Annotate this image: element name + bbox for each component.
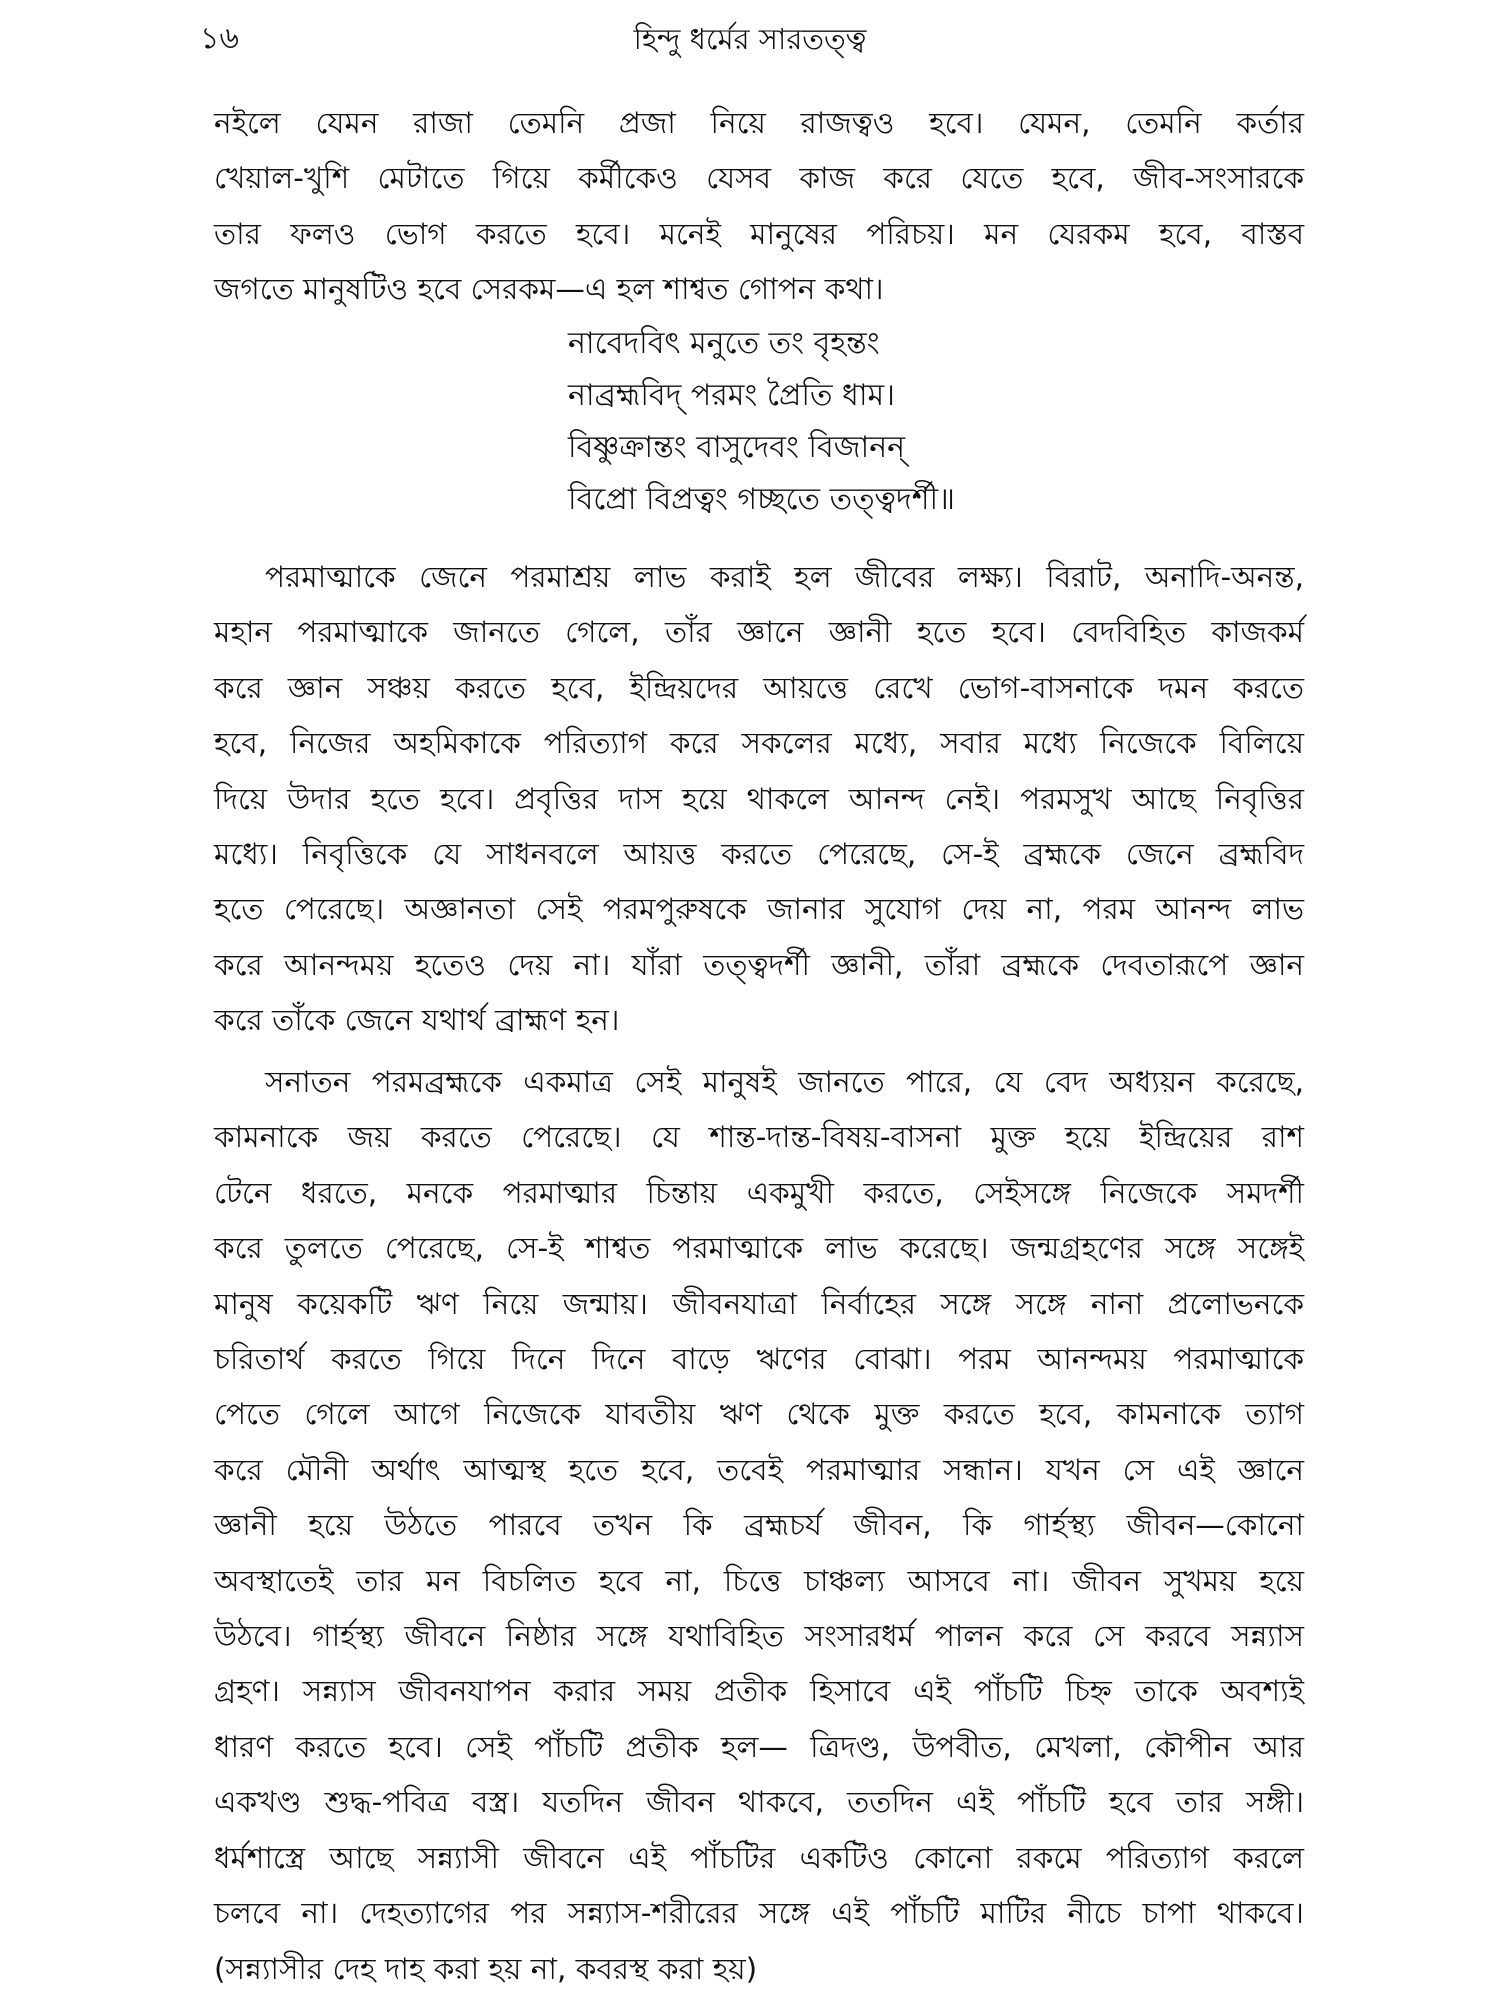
verse-line: নাবেদবিৎ মনুতে তং বৃহন্তং bbox=[568, 326, 880, 361]
text-line: ধর্মশাস্ত্রে আছে সন্ন্যাসী জীবনে এই পাঁচটির একটিও কোনো রকমে পরিত্যাগ করলে bbox=[214, 1840, 1304, 1875]
sanskrit-verse bbox=[568, 318, 955, 526]
text-line: জগতে মানুষটিও হবে সেরকম—এ হল শাশ্বত গোপন কথা। bbox=[214, 272, 884, 307]
paragraph-1 bbox=[214, 96, 1304, 318]
verse-line: বিষ্ণুক্রান্তং বাসুদেবং বিজানন্‌ bbox=[568, 430, 906, 465]
page-number: ১৬ bbox=[200, 21, 239, 56]
text-line: হবে, নিজের অহমিকাকে পরিত্যাগ করে সকলের মধ্যে, সবার মধ্যে নিজেকে বিলিয়ে bbox=[214, 726, 1304, 761]
text-line: করে আনন্দময় হতেও দেয় না। যাঁরা তত্ত্বদর্শী জ্ঞানী, তাঁরা ব্রহ্মকে দেবতারূপে জ্ঞান bbox=[214, 947, 1304, 982]
text-line: গ্রহণ। সন্ন্যাস জীবনযাপন করার সময় প্রতীক হিসাবে এই পাঁচটি চিহ্ন তাকে অবশ্যই bbox=[214, 1674, 1304, 1709]
text-line: কামনাকে জয় করতে পেরেছে। যে শান্ত-দান্ত-বিষয়-বাসনা মুক্ত হয়ে ইন্দ্রিয়ের রাশ bbox=[214, 1120, 1304, 1155]
paragraph-2 bbox=[214, 550, 1304, 1049]
text-line: উঠবে। গার্হস্থ্য জীবনে নিষ্ঠার সঙ্গে যথাবিহিত সংসারধর্ম পালন করে সে করবে সন্ন্যাস bbox=[214, 1619, 1304, 1654]
text-line: সনাতন পরমব্রহ্মকে একমাত্র সেই মানুষই জানতে পারে, যে বেদ অধ্যয়ন করেছে, bbox=[265, 1065, 1304, 1099]
paragraph-3 bbox=[214, 1055, 1304, 1997]
text-line: নইলে যেমন রাজা তেমনি প্রজা নিয়ে রাজত্বও হবে। যেমন, তেমনি কর্তার bbox=[214, 106, 1304, 140]
text-line: মধ্যে। নিবৃত্তিকে যে সাধনবলে আয়ত্ত করতে পেরেছে, সে-ই ব্রহ্মকে জেনে ব্রহ্মবিদ bbox=[214, 837, 1304, 872]
text-line: মহান পরমাত্মাকে জানতে গেলে, তাঁর জ্ঞানে জ্ঞানী হতে হবে। বেদবিহিত কাজকর্ম bbox=[214, 615, 1304, 650]
verse-line: নাব্রহ্মবিদ্‌ পরমং প্রৈতি ধাম। bbox=[568, 378, 895, 413]
text-line: ধারণ করতে হবে। সেই পাঁচটি প্রতীক হল— ত্রিদণ্ড, উপবীত, মেখলা, কৌপীন আর bbox=[214, 1729, 1304, 1764]
text-line: অবস্থাতেই তার মন বিচলিত হবে না, চিত্তে চাঞ্চল্য আসবে না। জীবন সুখময় হয়ে bbox=[214, 1563, 1304, 1598]
text-line: খেয়াল-খুশি মেটাতে গিয়ে কর্মীকেও যেসব কাজ করে যেতে হবে, জীব-সংসারকে bbox=[214, 161, 1304, 196]
text-line: করে জ্ঞান সঞ্চয় করতে হবে, ইন্দ্রিয়দের আয়ত্তে রেখে ভোগ-বাসনাকে দমন করতে bbox=[214, 670, 1304, 705]
text-line: টেনে ধরতে, মনকে পরমাত্মার চিন্তায় একমুখী করতে, সেইসঙ্গে নিজেকে সমদর্শী bbox=[214, 1175, 1304, 1210]
verse-line: বিপ্রো বিপ্রত্বং গচ্ছতে তত্ত্বদর্শী॥ bbox=[568, 482, 956, 517]
text-line: দিয়ে উদার হতে হবে। প্রবৃত্তির দাস হয়ে থাকলে আনন্দ নেই। পরমসুখ আছে নিবৃত্তির bbox=[214, 781, 1304, 816]
text-line: একখণ্ড শুদ্ধ-পবিত্র বস্ত্র। যতদিন জীবন থাকবে, ততদিন এই পাঁচটি হবে তার সঙ্গী। bbox=[214, 1785, 1304, 1820]
text-line: মানুষ কয়েকটি ঋণ নিয়ে জন্মায়। জীবনযাত্রা নির্বাহের সঙ্গে সঙ্গে নানা প্রলোভনকে bbox=[214, 1286, 1304, 1321]
text-line: করে মৌনী অর্থাৎ আত্মস্থ হতে হবে, তবেই পরমাত্মার সন্ধান। যখন সে এই জ্ঞানে bbox=[214, 1452, 1304, 1487]
text-line: চলবে না। দেহত্যাগের পর সন্ন্যাস-শরীরের সঙ্গে এই পাঁচটি মাটির নীচে চাপা থাকবে। bbox=[214, 1896, 1304, 1931]
running-title: হিন্দু ধর্মের সারতত্ত্ব bbox=[633, 22, 867, 56]
text-line: (সন্ন্যাসীর দেহ দাহ করা হয় না, কবরস্থ করা হয়) bbox=[214, 1951, 758, 1986]
text-line: পরমাত্মাকে জেনে পরমাশ্রয় লাভ করাই হল জীবের লক্ষ্য। বিরাট, অনাদি-অনন্ত, bbox=[265, 560, 1304, 594]
text-line: করে তুলতে পেরেছে, সে-ই শাশ্বত পরমাত্মাকে লাভ করেছে। জন্মগ্রহণের সঙ্গে সঙ্গেই bbox=[214, 1231, 1304, 1266]
text-line: হতে পেরেছে। অজ্ঞানতা সেই পরমপুরুষকে জানার সুযোগ দেয় না, পরম আনন্দ লাভ bbox=[214, 892, 1304, 927]
page-header bbox=[0, 14, 1500, 64]
text-line: পেতে গেলে আগে নিজেকে যাবতীয় ঋণ থেকে মুক্ত করতে হবে, কামনাকে ত্যাগ bbox=[214, 1397, 1304, 1432]
text-line: জ্ঞানী হয়ে উঠতে পারবে তখন কি ব্রহ্মচর্য জীবন, কি গার্হস্থ্য জীবন—কোনো bbox=[214, 1508, 1304, 1543]
text-line: চরিতার্থ করতে গিয়ে দিনে দিনে বাড়ে ঋণের বোঝা। পরম আনন্দময় পরমাত্মাকে bbox=[214, 1342, 1304, 1377]
text-line: করে তাঁকে জেনে যথার্থ ব্রাহ্মণ হন। bbox=[214, 1003, 620, 1038]
text-line: তার ফলও ভোগ করতে হবে। মনেই মানুষের পরিচয়। মন যেরকম হবে, বাস্তব bbox=[214, 216, 1304, 251]
